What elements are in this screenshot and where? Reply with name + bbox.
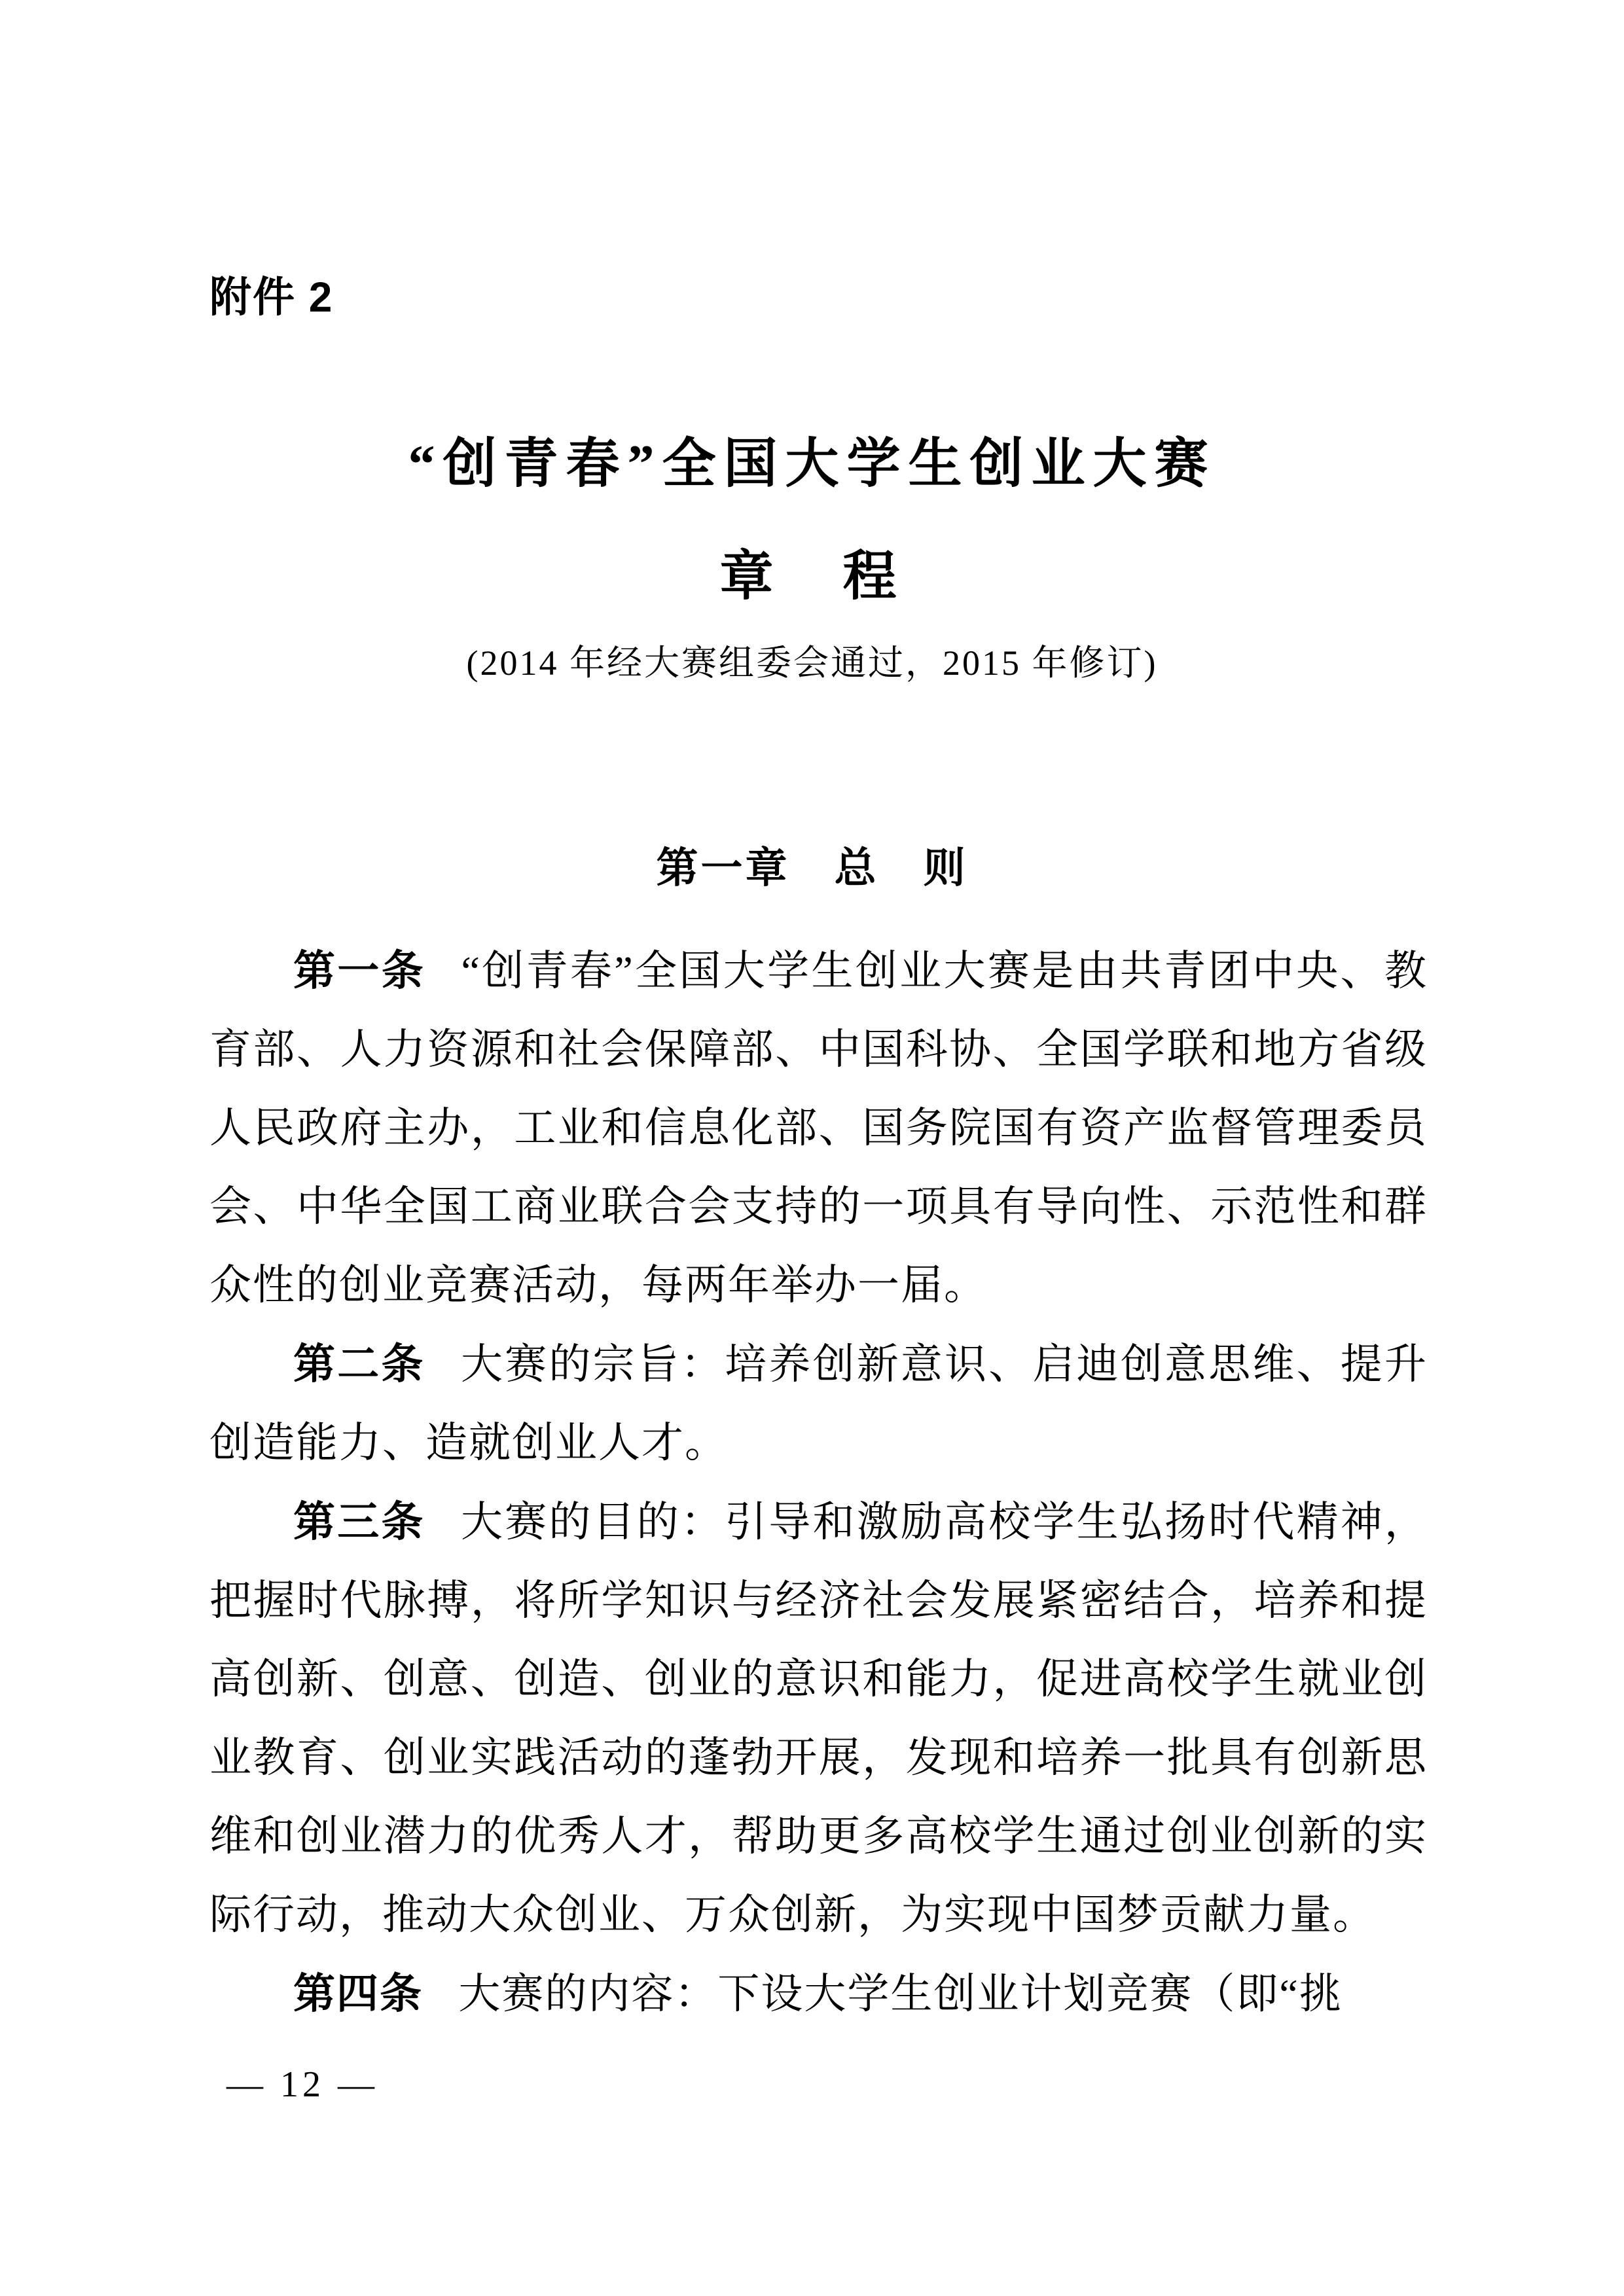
- document-body: [209, 931, 1428, 2034]
- document-title-line1: “创青春”全国大学生创业大赛: [408, 434, 1216, 493]
- article-4-number: 第四条: [293, 1970, 423, 2017]
- article-3-number: 第三条: [293, 1498, 425, 1545]
- chapter-heading: 第一章 总 则: [656, 844, 968, 891]
- article-4-text: 大赛的内容：下设大学生创业计划竞赛（即“挑: [458, 1971, 1343, 2017]
- document-title-line2: 章 程: [719, 547, 905, 606]
- attachment-label: 附件 2: [209, 274, 334, 321]
- article-2-number: 第二条: [293, 1340, 425, 1388]
- article-3-text: 大赛的目的：引导和激励高校学生弘扬时代精神，把握时代脉搏，将所学知识与经济社会发展紧密结合，培养和提高创新、创意、创造、创业的意识和能力，促进高校学生就业创业教育、创业实践活动的蓬勃开展，发现和培养一批具有创新思维和创业潜力的优秀人才，帮助更多高校学生通过创业创新的实际行动，推动大众创业、万众创新，为实现中国梦贡献力量。: [209, 1499, 1428, 1938]
- article-1-text: “创青春”全国大学生创业大赛是由共青团中央、教育部、人力资源和社会保障部、中国科协、全国学联和地方省级人民政府主办，工业和信息化部、国务院国有资产监督管理委员会、中华全国工商业联合会支持的一项具有导向性、示范性和群众性的创业竞赛活动，每两年举办一届。: [209, 948, 1428, 1308]
- document-subtitle: (2014 年经大赛组委会通过，2015 年修订): [466, 643, 1158, 683]
- page-number: — 12 —: [226, 2064, 378, 2105]
- article-paragraph-4: [209, 1954, 1428, 2034]
- article-paragraph-1: [209, 931, 1428, 1325]
- article-1-number: 第一条: [293, 947, 426, 994]
- article-paragraph-2: [209, 1325, 1428, 1482]
- article-paragraph-3: [209, 1482, 1428, 1954]
- article-2-text: 大赛的宗旨：培养创新意识、启迪创意思维、提升创造能力、造就创业人才。: [209, 1341, 1428, 1466]
